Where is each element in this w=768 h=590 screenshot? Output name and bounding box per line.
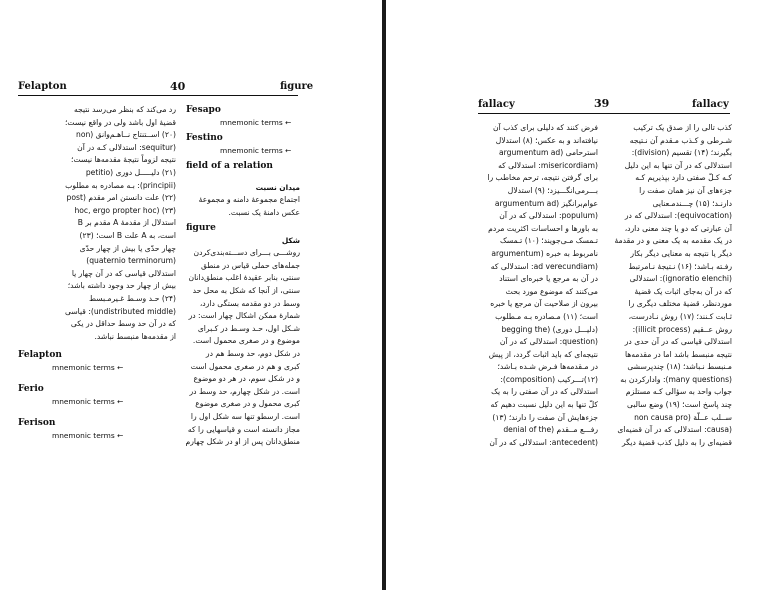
text-line: در یک مقدمه به یک معنی و در مقدمهٔ xyxy=(614,236,732,246)
text-line: رفـــع مــقدم (denial of the xyxy=(503,425,598,435)
text-line: است. ارسطو تنها سه شکل اول را xyxy=(190,411,300,421)
text-line: (quaternio terminorum) xyxy=(86,256,176,266)
text-line: (principii): بـه مصادره به مطلوب xyxy=(65,180,176,190)
text-line: استدلالی که در آن تنها به این دلیل xyxy=(624,160,732,170)
text-line: قضیهٔ اول باشد ولی در واقع نیست؛ xyxy=(65,117,176,127)
page-number: 39 xyxy=(594,97,610,110)
text-line: (undistributed middle): قیاسی xyxy=(64,306,176,316)
text-line: از مقدمه‌ها منبسط نباشد. xyxy=(94,331,176,341)
text-line: در آن به مرجع یا خبره‌ای استناد xyxy=(499,274,598,284)
entry-ferio-title: Ferio xyxy=(18,384,44,394)
right-page xyxy=(386,0,768,590)
mnemonic-terms-link: mnemonic terms ← xyxy=(52,363,124,372)
text-line: کبری و هم در صغری محمول است xyxy=(190,361,300,371)
entry-felapton-title: Felapton xyxy=(18,350,62,360)
text-line: (۱۲)تـــرکیب (composition): xyxy=(500,374,598,384)
entry-field-title: field of a relation xyxy=(186,161,273,171)
text-line: (دلیـــل دوری) (begging the xyxy=(501,324,598,334)
text-line: ســلب عــلّة (non causa pro xyxy=(634,412,732,422)
right-column-body xyxy=(186,182,300,512)
text-line: است؛ (۱۱) مـصادره بـه مـطلوب xyxy=(495,311,598,321)
text-line: (question: استدلالی که در آن xyxy=(499,337,598,347)
text-line: موضوع و در صغری محمول است. xyxy=(192,336,300,346)
text-line: نتیجه لزوماً نتیجهٔ مقدمه‌ها نیست؛ xyxy=(71,155,176,165)
text-line: (equivocation): استدلالی که در xyxy=(624,211,732,221)
text-line: منطق‌دانان پس از او در شکل چهارم xyxy=(186,437,300,447)
text-line: قضیه‌ای را به دلیل کذب قضیهٔ دیگر xyxy=(621,437,732,447)
text-line: در مـقدمه‌ها فـرض شـده بـاشد؛ xyxy=(497,362,598,372)
mnemonic-terms-link: mnemonic terms ← xyxy=(220,118,292,127)
text-line: رد می‌کند که بنظر می‌رسد نتیجه xyxy=(73,105,176,114)
text-line: برای گرفتن نتیجه، ترحم مخاطب را xyxy=(487,173,598,183)
text-line: به باورها و احساسات اکثریت مردم xyxy=(488,223,598,233)
text-line: موردنظر، قضیهٔ مختلف دیگری را xyxy=(628,299,732,309)
entry-figure-subtitle: شکل xyxy=(281,236,300,246)
entry-figure-title: figure xyxy=(186,223,216,234)
text-line: نیافته‌اند و به عکس؛ (۸) استدلال xyxy=(495,135,598,145)
text-line: (populum: استدلالی که در آن xyxy=(499,211,598,221)
text-line: استدلالی قیاسی که در آن چهار یا xyxy=(71,268,176,278)
entry-ferison-title: Ferison xyxy=(18,418,56,428)
left-column xyxy=(478,122,598,462)
running-head-right: fallacy xyxy=(692,99,729,110)
text-line: بیرون از صلاحیت آن مرجع یا خبره xyxy=(490,299,598,309)
text-line: که در آن حد وسط حداقل در یکی xyxy=(70,319,176,329)
text-line: شـرطی و کـذب مـقدم آن نـتیجه xyxy=(629,135,732,145)
text-line: کذب تالی را از صدق یک ترکیب xyxy=(633,123,732,132)
entry-festino-title: Festino xyxy=(186,133,223,143)
text-line: کبری محمول و در صغری موضوع xyxy=(195,399,300,409)
text-line: کلّ تنها به این دلیل نسبت دهیم که xyxy=(490,400,598,410)
text-line: فرض کنند که دلیلی برای کذب آن xyxy=(493,123,598,132)
text-line: (many questions): وادارکردن به xyxy=(620,374,732,384)
text-line: کـه کـلّ صفتی دارد بپذیریم کـه xyxy=(635,173,732,183)
text-line: نتیجه منبسط باشد اما در مقدمه‌ها xyxy=(624,349,732,359)
text-line: می‌کنند که موضوع مورد بحث xyxy=(505,286,598,296)
text-line: عوام‌برانگیز (argumentum ad xyxy=(494,198,598,208)
text-line: عکس دامنهٔ یک نسبت. xyxy=(228,207,300,217)
text-line: تـمسک مـی‌جویند؛ (۱۰) تـمسک xyxy=(500,236,598,246)
text-line: hoc, ergo propter hoc) (۲۳) xyxy=(74,205,176,215)
mnemonic-terms-link: mnemonic terms ← xyxy=(52,397,124,406)
text-line: استدلالی قیاسی که در آن حدی در xyxy=(624,337,732,347)
text-line: شمارهٔ ممکن اشکال چهار است: در xyxy=(188,311,300,321)
text-line: بـــرمی‌انگـــیزد؛ (۹) استدلال xyxy=(507,185,598,195)
text-line: بیش از چهار حد وجود داشته باشد؛ xyxy=(67,281,176,291)
text-line: مـنبسط نـباشد؛ (۱۸) چندپرسشی xyxy=(627,362,732,372)
right-column xyxy=(608,122,732,462)
text-line: جزءهایش آن صفت را دارند؛ (۱۳) xyxy=(492,412,598,422)
header-rule xyxy=(478,113,730,114)
text-line: روشـــی بـــرای دســـته‌بندی‌کردن xyxy=(193,248,300,258)
text-line: (ad verecundiam: استدلالی که xyxy=(490,261,598,271)
entry-fesapo-title: Fesapo xyxy=(186,105,221,115)
text-line: اجتماع مجموعهٔ دامنه و مجموعهٔ xyxy=(198,195,300,204)
text-line: جمله‌های حملی قیاس در منطق xyxy=(201,260,300,270)
text-line: چهار حدّی یا بیش از چهار حدّی xyxy=(79,243,176,253)
text-line: رفـته بـاشد؛ (۱۶) نـتیجهٔ نـامرتبط xyxy=(628,261,732,271)
text-line: شـکل اول، حـد وسـط در کـبرای xyxy=(197,323,300,333)
text-line: (۲۰) اســتنتاج نــاهـم‌وانق (non xyxy=(76,130,176,140)
text-line: (۲۱) دلیـــــل دوری (petitio xyxy=(85,167,176,177)
text-line: جزءهای آن نیز همان صفت را xyxy=(639,185,732,195)
entry-field-subtitle: میدان نسبت xyxy=(255,183,300,192)
text-line: (sequitur: استدلالی کـه در آن xyxy=(77,142,176,152)
text-line: (misericordiam: استدلالی که xyxy=(498,160,598,170)
text-line: نامربوط به خبره (argumentum xyxy=(491,248,598,258)
text-line: (antecedent: استدلالی که در آن xyxy=(489,437,598,447)
text-line: چند پاسخ است؛ (۱۹) وضع سالبی xyxy=(627,400,732,410)
text-line: است، به A علت B است؛ (۲۳) xyxy=(79,230,176,240)
text-line: ثـابت کـنند؛ (۱۷) روش نـادرست، xyxy=(628,311,732,321)
text-line: روش عــقیم (illicit process): xyxy=(632,324,732,334)
text-line: (۲۴) حـد وسـط غـیرمـبسط xyxy=(89,293,176,303)
mnemonic-terms-link: mnemonic terms ← xyxy=(52,431,124,440)
running-head-left: Felapton xyxy=(18,81,67,92)
text-line: است. در شکل چهارم، حد وسط در xyxy=(189,386,300,396)
running-head-left: fallacy xyxy=(478,99,515,110)
text-line: دارنـد؛ (۱۵) چـــندمـعنایی xyxy=(652,198,732,208)
left-column-entries xyxy=(18,346,178,476)
text-line: دیگر یا نتیجه به معنایی دیگر بکار xyxy=(630,248,732,258)
text-line: و در شکل سوم، در هر دو موضوع xyxy=(193,374,300,384)
text-line: وسط در دو مقدمه بستگی دارد، xyxy=(199,298,300,308)
text-line: استدلالی که در آن صفتی را به یک xyxy=(491,387,598,397)
running-head-right: figure xyxy=(280,81,314,92)
text-line: در شکل دوم، حد وسط هم در xyxy=(205,348,300,358)
text-line: جواب واحد به سؤالی کـه مستلزم xyxy=(625,387,732,397)
text-line: مجاز دانسته است و قیاسهایی را که xyxy=(187,424,300,434)
text-line: (ignoratio elenchi): استدلالی xyxy=(629,274,732,284)
text-line: که در آن به‌جای اثبات یک قضیهٔ xyxy=(634,286,732,296)
page-number: 40 xyxy=(170,80,186,93)
left-page xyxy=(0,0,382,590)
text-line: بگیرند؛ (۱۴) تقسیم (division): xyxy=(631,148,732,158)
text-line: (۲۲) علت دانستن امر مقدم (post xyxy=(66,193,176,203)
text-line: استرحامی (argumentum ad xyxy=(499,148,598,158)
text-line: سنتی، از آنجا که شکل به محل حد xyxy=(192,285,300,295)
header-rule xyxy=(18,95,298,96)
text-line: آن عبارتی که دو یا چند معنی دارد، xyxy=(624,223,732,233)
mnemonic-terms-link: mnemonic terms ← xyxy=(220,146,292,155)
text-line: استدلال از مقدمهٔ A مقدم بر B xyxy=(77,218,176,228)
text-line: (causa: استدلالی که در آن قضیه‌ای xyxy=(617,425,732,435)
text-line: سنتی، بنابر عقیدهٔ اغلب منطق‌دانان xyxy=(188,273,300,283)
text-line: نتیجه‌ای که باید اثبات گردد، از پیش xyxy=(488,349,598,359)
